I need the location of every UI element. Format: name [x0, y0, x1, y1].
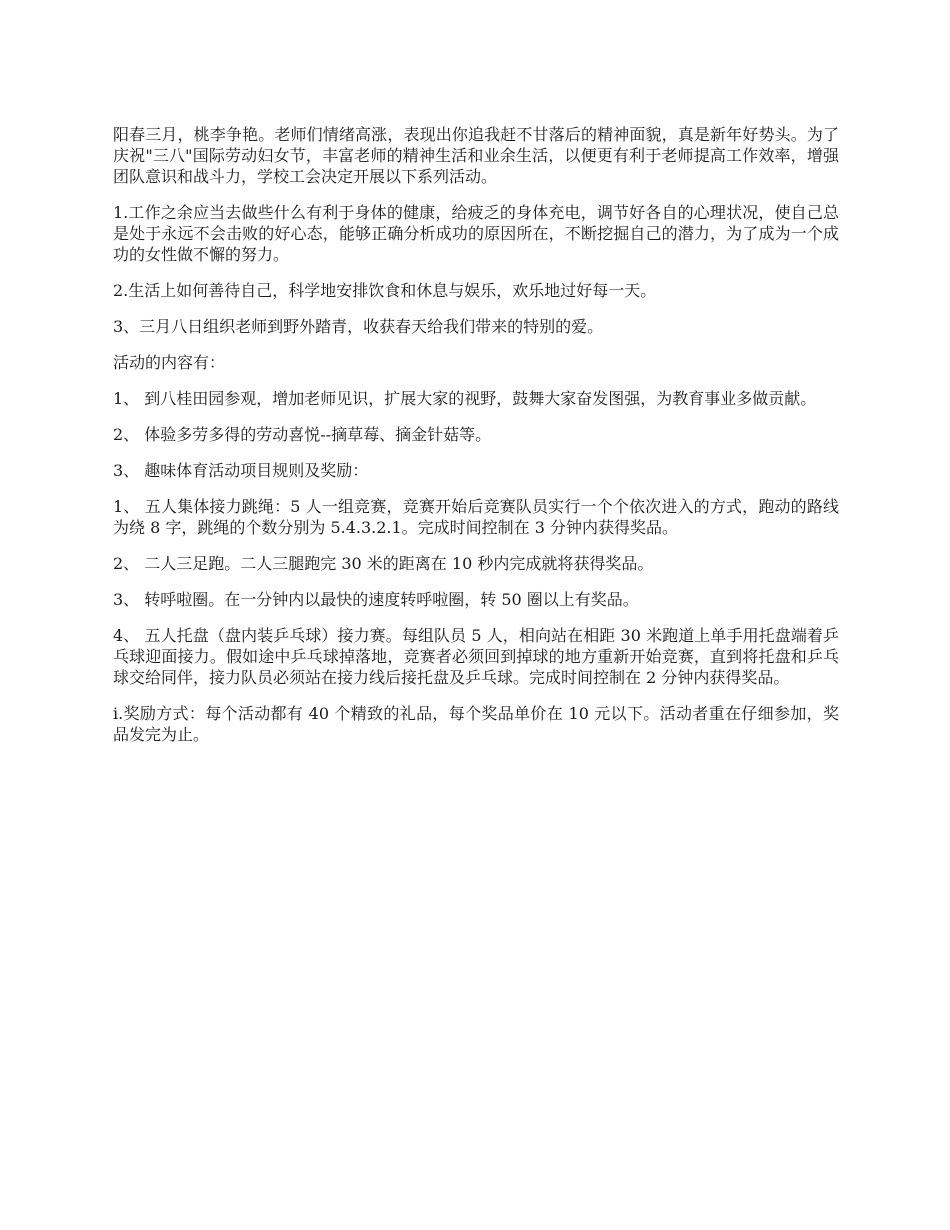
rule-item-jump-rope: 1、 五人集体接力跳绳：5 人一组竞赛，竞赛开始后竞赛队员实行一个个依次进入的方式，跑动的路线为绕 8 字，跳绳的个数分别为 5.4.3.2.1。完成时间控制在 3 分钟内获得奖品。	[113, 497, 839, 537]
paragraph-life: 2.生活上如何善待自己，科学地安排饮食和休息与娱乐，欢乐地过好每一天。	[113, 281, 657, 300]
section-heading-activities: 活动的内容有：	[113, 353, 226, 372]
paragraph-outing: 3、三月八日组织老师到野外踏青，收获春天给我们带来的特别的爱。	[113, 317, 604, 336]
document-body	[113, 124, 839, 760]
intro-paragraph: 阳春三月，桃李争艳。老师们情绪高涨，表现出你追我赶不甘落后的精神面貌，真是新年好势头。为了庆祝"三八"国际劳动妇女节，丰富老师的精神生活和业余生活，以便更有利于老师提高工作效率，增强团队意识和战斗力，学校工会决定开展以下系列活动。	[113, 125, 839, 186]
activity-item-visit: 1、 到八桂田园参观，增加老师见识，扩展大家的视野，鼓舞大家奋发图强，为教育事业多做贡献。	[113, 389, 817, 408]
reward-paragraph: i.奖励方式：每个活动都有 40 个精致的礼品，每个奖品单价在 10 元以下。活动者重在仔细参加，奖品发完为止。	[113, 704, 839, 744]
rule-item-hula-hoop: 3、 转呼啦圈。在一分钟内以最快的速度转呼啦圈，转 50 圈以上有奖品。	[113, 590, 639, 609]
rule-item-three-legged: 2、 二人三足跑。二人三腿跑完 30 米的距离在 10 秒内完成就将获得奖品。	[113, 554, 654, 573]
rule-item-tray-relay: 4、 五人托盘（盘内装乒乓球）接力赛。每组队员 5 人，相向站在相距 30 米跑道上单手用托盘端着乒乓球迎面接力。假如途中乒乓球掉落地，竞赛者必须回到掉球的地方重新开始竞赛，直到将托盘和乒乓球交给同伴，接力队员必须站在接力线后接托盘及乒乓球。完成时间控制在 2 分钟内获得奖品。	[113, 626, 839, 687]
activity-item-picking: 2、 体验多劳多得的劳动喜悦--摘草莓、摘金针菇等。	[113, 425, 492, 444]
activity-item-sports: 3、 趣味体育活动项目规则及奖励：	[113, 461, 369, 480]
paragraph-health: 1.工作之余应当去做些什么有利于身体的健康，给疲乏的身体充电，调节好各自的心理状况，使自己总是处于永远不会击败的好心态，能够正确分析成功的原因所在，不断挖掘自己的潜力，为了成为一个成功的女性做不懈的努力。	[113, 203, 839, 264]
